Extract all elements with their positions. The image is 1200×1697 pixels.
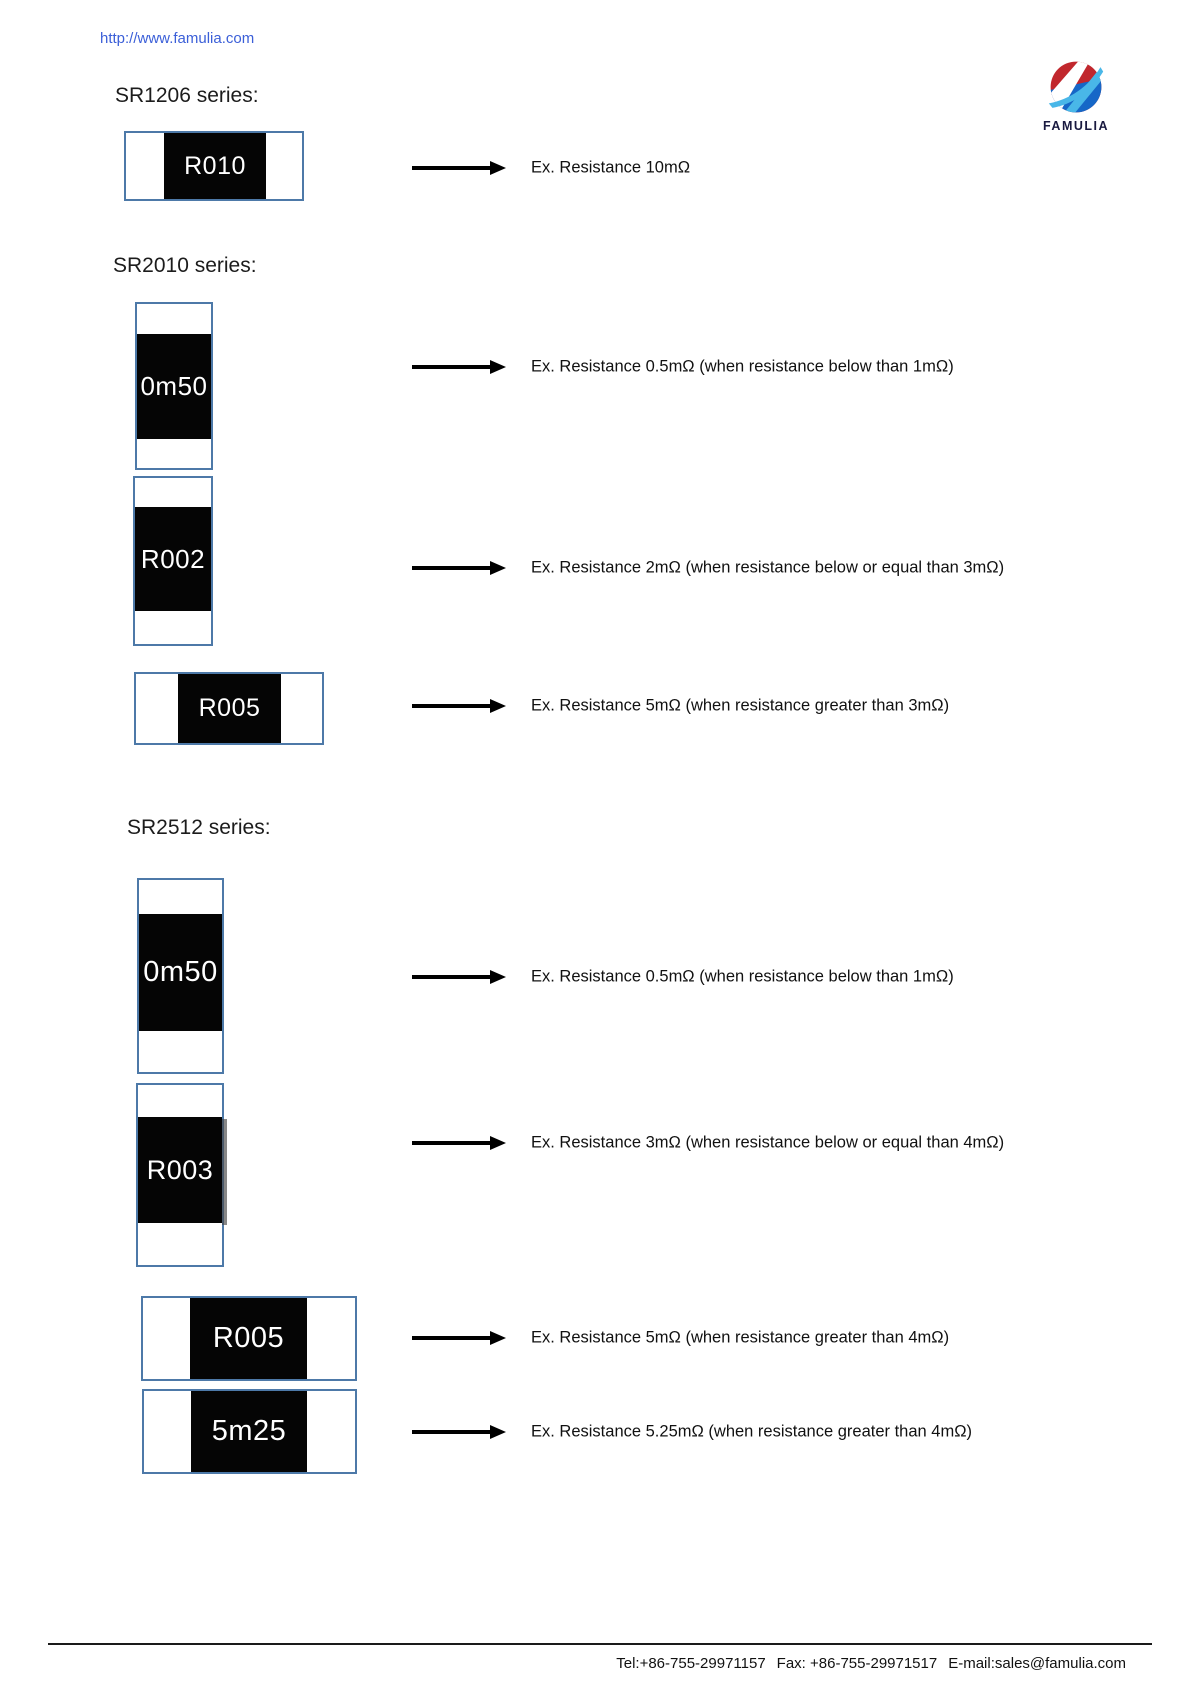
arrow-line <box>412 1430 490 1434</box>
resistor-marking: 0m50 <box>143 956 218 988</box>
arrow-head <box>490 1136 506 1150</box>
arrow-head <box>490 1425 506 1439</box>
resistor-terminal <box>281 674 322 743</box>
resistance-example-text: Ex. Resistance 2mΩ (when resistance below or equal than 3mΩ) <box>531 558 1005 577</box>
famulia-logo-icon <box>1038 58 1114 116</box>
resistor-terminal <box>139 880 222 914</box>
resistor-diagram-r005-sr2512 <box>141 1296 357 1381</box>
resistor-terminal <box>139 1031 222 1072</box>
footer-tel: Tel:+86-755-29971157 <box>616 1655 766 1672</box>
resistor-terminal <box>307 1298 355 1379</box>
resistor-body <box>164 133 266 199</box>
resistor-body <box>138 1117 222 1223</box>
resistor-diagram-5m25 <box>142 1389 357 1474</box>
resistor-diagram-r010 <box>124 131 304 201</box>
resistor-diagram-0m50-sr2010 <box>135 302 213 470</box>
arrow-line <box>412 1141 490 1145</box>
pointer-arrow-icon <box>412 561 506 575</box>
arrow-line <box>412 566 490 570</box>
arrow-line <box>412 975 490 979</box>
resistor-body <box>137 334 211 439</box>
resistor-body <box>178 674 281 743</box>
pointer-arrow-icon <box>412 1331 506 1345</box>
resistor-terminal <box>136 674 178 743</box>
section-heading-sr1206: SR1206 series: <box>115 84 259 107</box>
arrow-head <box>490 360 506 374</box>
arrow-line <box>412 704 490 708</box>
resistor-terminal <box>137 304 211 334</box>
resistor-diagram-r002 <box>133 476 213 646</box>
resistor-terminal <box>307 1391 355 1472</box>
resistor-terminal <box>144 1391 191 1472</box>
footer-contact <box>616 1655 1126 1672</box>
arrow-head <box>490 699 506 713</box>
resistor-marking: 5m25 <box>211 1415 287 1447</box>
section-heading-sr2010: SR2010 series: <box>113 254 257 277</box>
resistance-example-text: Ex. Resistance 5.25mΩ (when resistance greater than 4mΩ) <box>531 1422 973 1441</box>
resistor-terminal <box>143 1298 190 1379</box>
resistance-example-text: Ex. Resistance 5mΩ (when resistance greater than 3mΩ) <box>531 696 950 715</box>
arrow-head <box>490 1331 506 1345</box>
resistor-terminal <box>138 1223 222 1265</box>
resistor-body <box>190 1298 307 1379</box>
pointer-arrow-icon <box>412 1136 506 1150</box>
arrow-line <box>412 1336 490 1340</box>
resistance-example-text: Ex. Resistance 10mΩ <box>531 158 691 177</box>
resistor-body <box>139 914 222 1031</box>
resistor-terminal <box>135 478 211 507</box>
resistor-diagram-r005-sr2010 <box>134 672 324 745</box>
resistor-marking: 0m50 <box>140 371 208 401</box>
resistor-terminal <box>135 611 211 644</box>
arrow-head <box>490 970 506 984</box>
pointer-arrow-icon <box>412 360 506 374</box>
resistor-body <box>135 507 211 611</box>
resistor-terminal <box>266 133 302 199</box>
resistor-terminal <box>138 1085 222 1117</box>
site-url-link[interactable]: http://www.famulia.com <box>100 30 255 47</box>
resistor-diagram-0m50-sr2512 <box>137 878 224 1074</box>
resistor-marking: R005 <box>212 1322 285 1354</box>
resistor-body <box>191 1391 307 1472</box>
pointer-arrow-icon <box>412 1425 506 1439</box>
footer-email: E-mail:sales@famulia.com <box>948 1655 1126 1672</box>
resistor-marking: R003 <box>146 1154 214 1185</box>
resistor-marking: R010 <box>184 151 246 180</box>
footer-divider <box>48 1643 1152 1645</box>
famulia-brand-text: FAMULIA <box>1042 119 1110 133</box>
resistor-marking: R005 <box>198 694 261 722</box>
famulia-logo <box>1038 58 1114 133</box>
arrow-line <box>412 365 490 369</box>
arrow-head <box>490 561 506 575</box>
resistor-marking: R002 <box>140 543 206 574</box>
resistor-terminal <box>137 439 211 468</box>
resistance-example-text: Ex. Resistance 3mΩ (when resistance below or equal than 4mΩ) <box>531 1133 1005 1152</box>
footer-fax: Fax: +86-755-29971517 <box>776 1655 938 1672</box>
section-heading-sr2512: SR2512 series: <box>127 816 271 839</box>
arrow-line <box>412 166 490 170</box>
resistance-example-text: Ex. Resistance 5mΩ (when resistance greater than 4mΩ) <box>531 1328 950 1347</box>
resistor-terminal <box>126 133 164 199</box>
pointer-arrow-icon <box>412 970 506 984</box>
resistance-example-text: Ex. Resistance 0.5mΩ (when resistance below than 1mΩ) <box>531 357 954 376</box>
resistance-example-text: Ex. Resistance 0.5mΩ (when resistance below than 1mΩ) <box>531 967 954 986</box>
pointer-arrow-icon <box>412 161 506 175</box>
arrow-head <box>490 161 506 175</box>
resistor-diagram-r003 <box>136 1083 224 1267</box>
pointer-arrow-icon <box>412 699 506 713</box>
